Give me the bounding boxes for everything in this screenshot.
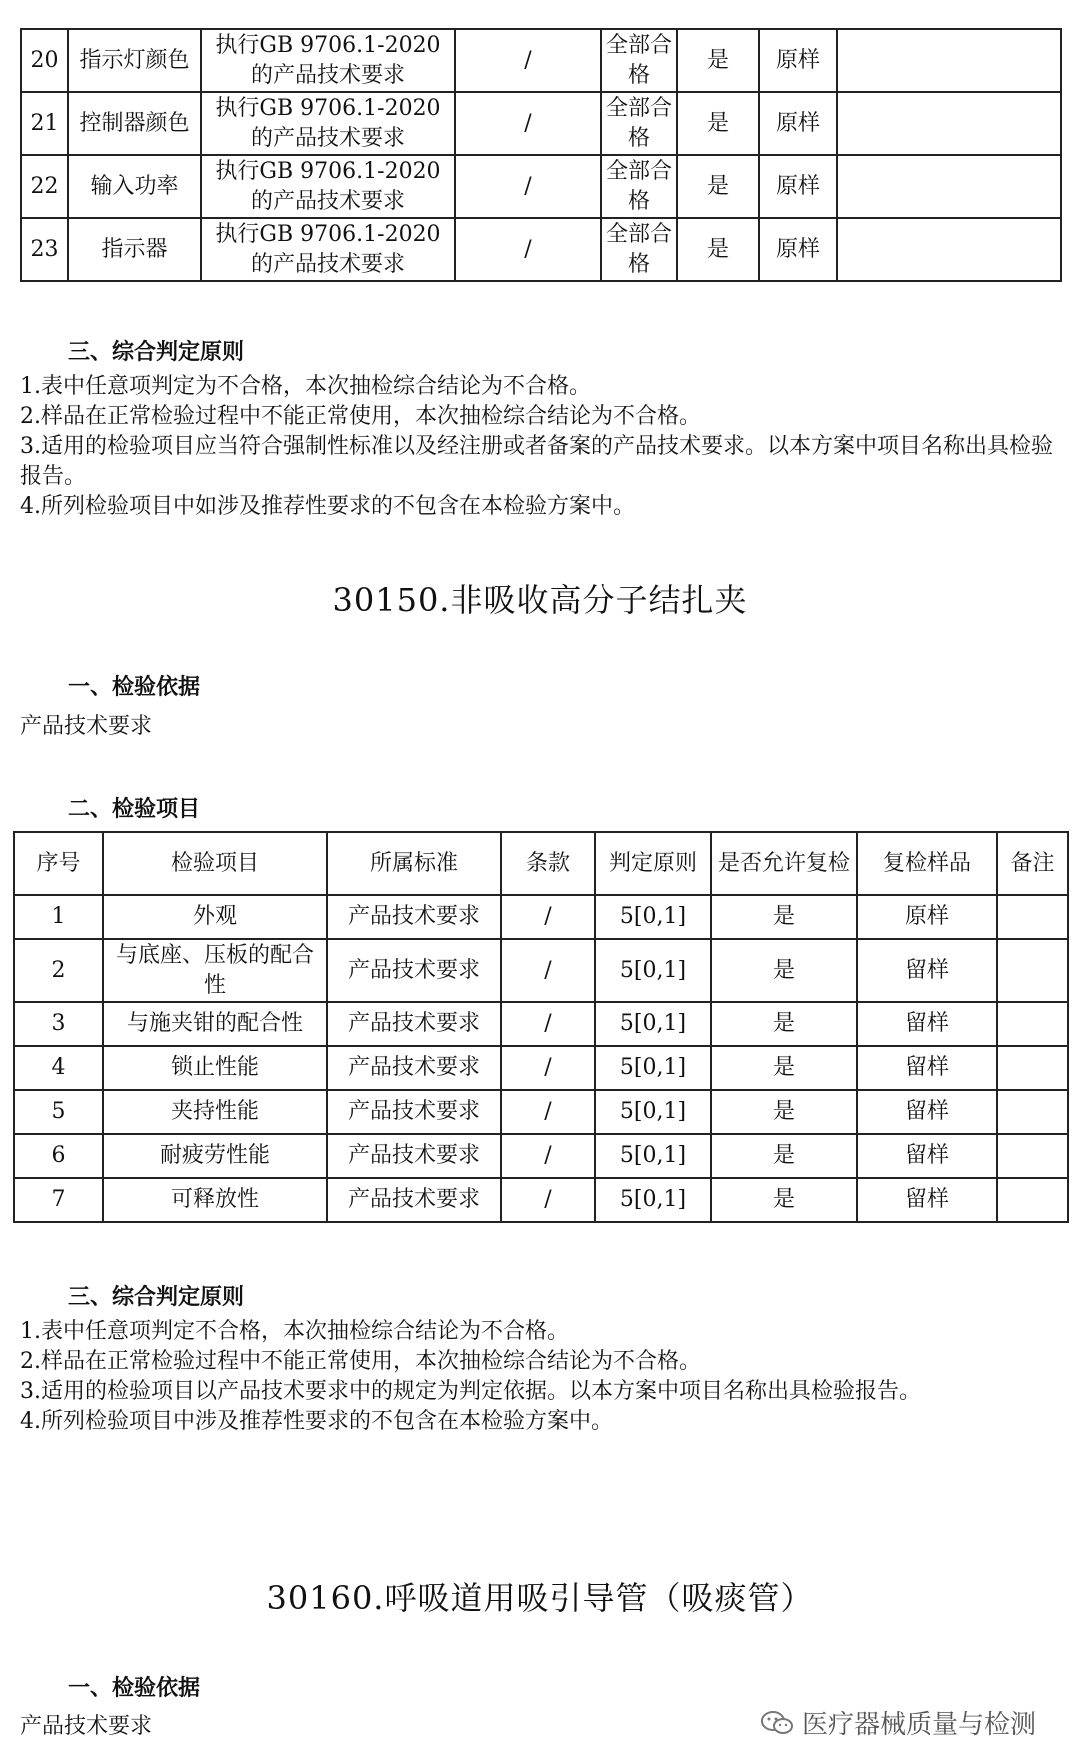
clause-cell: / [501, 1178, 595, 1222]
standard-cell: 执行GB 9706.1-2020的产品技术要求 [201, 29, 455, 92]
row-number: 6 [14, 1134, 103, 1178]
note-cell [997, 1134, 1068, 1178]
recheck-cell: 是 [677, 29, 759, 92]
sample-cell: 留样 [857, 939, 997, 1002]
item-name: 夹持性能 [103, 1090, 327, 1134]
row-number: 5 [14, 1090, 103, 1134]
inspection-items-table [13, 831, 1069, 1223]
principle-line: 1.表中任意项判定不合格，本次抽检综合结论为不合格。 [20, 1319, 569, 1344]
basis-text: 产品技术要求 [20, 1714, 153, 1739]
clause-cell: / [501, 1046, 595, 1090]
table-row [21, 155, 1061, 218]
header-recheck: 是否允许复检 [711, 832, 857, 895]
note-cell [837, 92, 1061, 155]
sample-cell: 留样 [857, 1090, 997, 1134]
item-name: 指示器 [68, 218, 201, 281]
table-row [14, 1090, 1068, 1134]
table-row [14, 1046, 1068, 1090]
recheck-cell: 是 [711, 895, 857, 939]
recheck-cell: 是 [711, 939, 857, 1002]
clause-cell: / [501, 1002, 595, 1046]
sample-cell: 留样 [857, 1002, 997, 1046]
principle-line: 4.所列检验项目中涉及推荐性要求的不包含在本检验方案中。 [20, 1409, 613, 1434]
sample-cell: 原样 [759, 92, 837, 155]
row-number: 2 [14, 939, 103, 1002]
wechat-icon [760, 1710, 794, 1736]
recheck-cell: 是 [711, 1090, 857, 1134]
note-cell [837, 29, 1061, 92]
watermark-text: 医疗器械质量与检测 [802, 1710, 1037, 1740]
basis-heading: 一、检验依据 [68, 1676, 201, 1701]
header-no: 序号 [14, 832, 103, 895]
header-sample: 复检样品 [857, 832, 997, 895]
product-title: 30150.非吸收高分子结扎夹 [332, 581, 748, 619]
clause-cell: / [501, 1134, 595, 1178]
standard-cell: 产品技术要求 [327, 1178, 501, 1222]
table-row [14, 1002, 1068, 1046]
note-cell [997, 1002, 1068, 1046]
standard-cell: 产品技术要求 [327, 1090, 501, 1134]
sample-cell: 原样 [759, 155, 837, 218]
sample-cell: 留样 [857, 1134, 997, 1178]
principles-list [20, 372, 1060, 522]
row-number: 4 [14, 1046, 103, 1090]
table-row [14, 895, 1068, 939]
note-cell [997, 939, 1068, 1002]
note-cell [997, 1178, 1068, 1222]
clause-cell: / [501, 939, 595, 1002]
standard-cell: 产品技术要求 [327, 1134, 501, 1178]
clause-cell: / [455, 29, 601, 92]
principles-list [20, 1317, 1060, 1437]
principle-line: 3.适用的检验项目应当符合强制性标准以及经注册或者备案的产品技术要求。以本方案中项目名称出具检验报告。 [20, 434, 1053, 489]
product-title: 30160.呼吸道用吸引导管（吸痰管） [266, 1579, 814, 1617]
principles-heading: 三、综合判定原则 [68, 1285, 245, 1310]
rule-cell: 全部合格 [601, 92, 677, 155]
header-note: 备注 [997, 832, 1068, 895]
item-name: 控制器颜色 [68, 92, 201, 155]
table-row [14, 939, 1068, 1002]
row-number: 20 [21, 29, 68, 92]
item-name: 耐疲劳性能 [103, 1134, 327, 1178]
item-name: 输入功率 [68, 155, 201, 218]
basis-heading: 一、检验依据 [68, 675, 201, 700]
table-header-row [14, 832, 1068, 895]
recheck-cell: 是 [711, 1046, 857, 1090]
item-name: 指示灯颜色 [68, 29, 201, 92]
item-name: 可释放性 [103, 1178, 327, 1222]
sample-cell: 留样 [857, 1178, 997, 1222]
row-number: 22 [21, 155, 68, 218]
rule-cell: 5[0,1] [595, 895, 711, 939]
sample-cell: 原样 [857, 895, 997, 939]
recheck-cell: 是 [711, 1178, 857, 1222]
clause-cell: / [501, 1090, 595, 1134]
item-name: 外观 [103, 895, 327, 939]
rule-cell: 全部合格 [601, 218, 677, 281]
row-number: 21 [21, 92, 68, 155]
header-rule: 判定原则 [595, 832, 711, 895]
clause-cell: / [455, 92, 601, 155]
recheck-cell: 是 [677, 155, 759, 218]
rule-cell: 5[0,1] [595, 939, 711, 1002]
recheck-cell: 是 [677, 218, 759, 281]
rule-cell: 5[0,1] [595, 1002, 711, 1046]
item-name: 锁止性能 [103, 1046, 327, 1090]
standard-cell: 执行GB 9706.1-2020的产品技术要求 [201, 92, 455, 155]
rule-cell: 5[0,1] [595, 1046, 711, 1090]
standard-cell: 产品技术要求 [327, 895, 501, 939]
table-row [21, 92, 1061, 155]
sample-cell: 原样 [759, 218, 837, 281]
note-cell [997, 1090, 1068, 1134]
row-number: 23 [21, 218, 68, 281]
recheck-cell: 是 [711, 1134, 857, 1178]
watermark [760, 1704, 1036, 1741]
principles-heading: 三、综合判定原则 [68, 340, 245, 365]
basis-text: 产品技术要求 [20, 714, 153, 739]
principle-line: 2.样品在正常检验过程中不能正常使用，本次抽检综合结论为不合格。 [20, 1349, 701, 1374]
row-number: 3 [14, 1002, 103, 1046]
note-cell [997, 895, 1068, 939]
standard-cell: 执行GB 9706.1-2020的产品技术要求 [201, 218, 455, 281]
table-row [21, 218, 1061, 281]
principle-line: 1.表中任意项判定为不合格，本次抽检综合结论为不合格。 [20, 374, 591, 399]
table-row [14, 1178, 1068, 1222]
principle-line: 2.样品在正常检验过程中不能正常使用，本次抽检综合结论为不合格。 [20, 404, 701, 429]
principle-line: 4.所列检验项目中如涉及推荐性要求的不包含在本检验方案中。 [20, 494, 635, 519]
items-heading: 二、检验项目 [68, 797, 201, 822]
rule-cell: 全部合格 [601, 155, 677, 218]
item-name: 与底座、压板的配合性 [103, 939, 327, 1002]
note-cell [837, 218, 1061, 281]
standard-cell: 执行GB 9706.1-2020的产品技术要求 [201, 155, 455, 218]
rule-cell: 5[0,1] [595, 1134, 711, 1178]
row-number: 7 [14, 1178, 103, 1222]
recheck-cell: 是 [711, 1002, 857, 1046]
table-row [21, 29, 1061, 92]
item-name: 与施夹钳的配合性 [103, 1002, 327, 1046]
rule-cell: 5[0,1] [595, 1178, 711, 1222]
principle-line: 3.适用的检验项目以产品技术要求中的规定为判定依据。以本方案中项目名称出具检验报告。 [20, 1379, 921, 1404]
standard-cell: 产品技术要求 [327, 939, 501, 1002]
clause-cell: / [455, 155, 601, 218]
clause-cell: / [501, 895, 595, 939]
rule-cell: 5[0,1] [595, 1090, 711, 1134]
header-item: 检验项目 [103, 832, 327, 895]
sample-cell: 原样 [759, 29, 837, 92]
rule-cell: 全部合格 [601, 29, 677, 92]
note-cell [837, 155, 1061, 218]
standard-cell: 产品技术要求 [327, 1046, 501, 1090]
table-row [14, 1134, 1068, 1178]
note-cell [997, 1046, 1068, 1090]
standard-cell: 产品技术要求 [327, 1002, 501, 1046]
header-standard: 所属标准 [327, 832, 501, 895]
recheck-cell: 是 [677, 92, 759, 155]
sample-cell: 留样 [857, 1046, 997, 1090]
top-inspection-table [20, 28, 1062, 282]
row-number: 1 [14, 895, 103, 939]
header-clause: 条款 [501, 832, 595, 895]
clause-cell: / [455, 218, 601, 281]
